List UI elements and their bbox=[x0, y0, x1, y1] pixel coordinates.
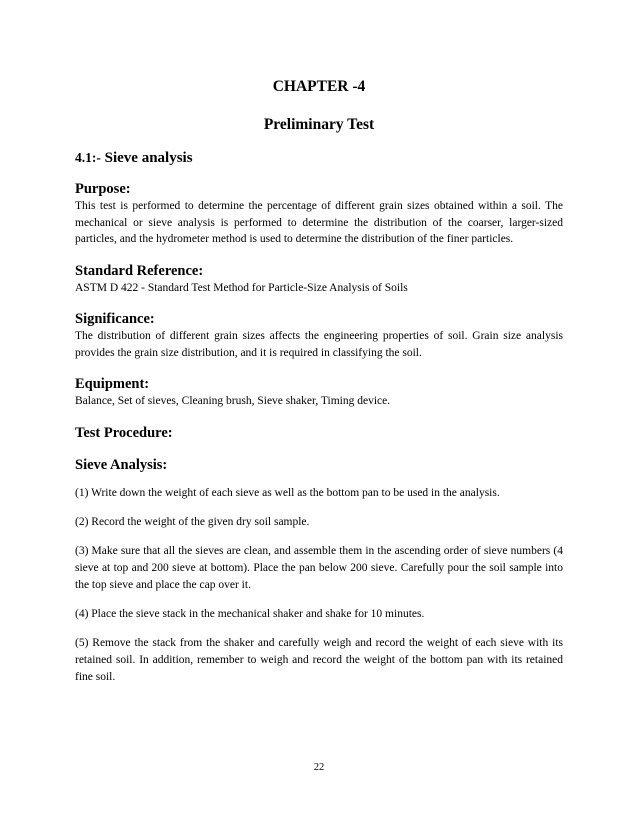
procedure-step: (3) Make sure that all the sieves are clean, and assemble them in the ascending order of sieve numbers (4 sieve at top and 200 sieve at bottom). Place the pan below 200 sieve. Carefully pour the soil sample into the top sieve and place the cap over it. bbox=[75, 544, 563, 591]
chapter-title: Preliminary Test bbox=[263, 116, 375, 133]
purpose-text: This test is performed to determine the percentage of different grain sizes obtained within a soil. The mechanical or sieve analysis is performed to determine the distribution of the coarser, larger-sized particles, and the hydrometer method is used to determine the distribution of the finer particles. bbox=[75, 200, 563, 245]
procedure-step: (4) Place the sieve stack in the mechanical shaker and shake for 10 minutes. bbox=[75, 607, 425, 620]
reference-heading: Standard Reference: bbox=[75, 262, 204, 279]
page-number: 22 bbox=[313, 762, 325, 773]
significance-text: The distribution of different grain sizes affects the engineering properties of soil. Grain size analysis provides the grain size distribution, and it is required in classifying the soil. bbox=[75, 330, 563, 359]
significance-heading: Significance: bbox=[75, 311, 155, 327]
section-title bbox=[75, 148, 563, 168]
procedure-heading: Test Procedure: bbox=[75, 424, 173, 441]
purpose-heading: Purpose: bbox=[75, 181, 131, 197]
chapter-heading: CHAPTER -4 bbox=[272, 78, 366, 95]
reference-text: ASTM D 422 - Standard Test Method for Particle-Size Analysis of Soils bbox=[75, 281, 408, 294]
procedure-step: (2) Record the weight of the given dry soil sample. bbox=[75, 515, 310, 528]
page-content bbox=[75, 148, 563, 698]
procedure-step: (1) Write down the weight of each sieve as well as the bottom pan to be used in the analysis. bbox=[75, 486, 500, 499]
section-name: Sieve analysis bbox=[104, 150, 193, 166]
equipment-heading: Equipment: bbox=[75, 376, 150, 392]
equipment-text: Balance, Set of sieves, Cleaning brush, Sieve shaker, Timing device. bbox=[75, 395, 391, 407]
procedure-subheading: Sieve Analysis: bbox=[75, 456, 168, 473]
section-number: 4.1:- bbox=[75, 150, 101, 165]
procedure-step: (5) Remove the stack from the shaker and carefully weigh and record the weight of each sieve with its retained soil. In addition, remember to weigh and record the weight of the bottom pan with its retained fine soil. bbox=[75, 636, 563, 683]
